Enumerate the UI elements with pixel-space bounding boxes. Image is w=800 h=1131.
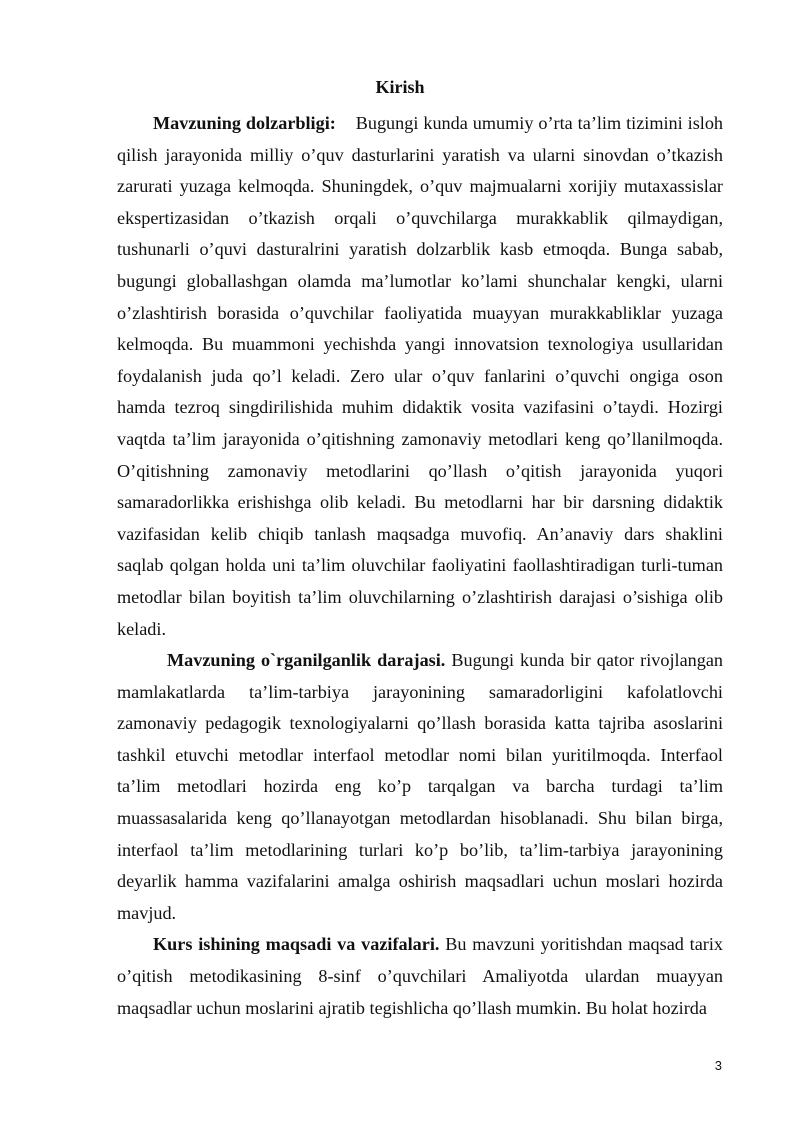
paragraph-text-goals: Bu mavzuni yoritishdan maqsad tarix o’qitish metodikasining 8-sinf o’quvchilari Amaliyotda ulardan muayyan maqsadlar uchun moslarini ajratib tegishlicha qo’llash mumkin. Bu holat hozirda (117, 934, 723, 1018)
paragraph-study-level (117, 645, 723, 929)
paragraph-relevance (117, 108, 723, 645)
paragraph-heading-study-level: Mavzuning o`rganilganlik darajasi. (167, 650, 446, 671)
page-title: Kirish (375, 77, 425, 97)
document-body (117, 108, 723, 1024)
paragraph-text-study-level: Bugungi kunda bir qator rivojlangan mamlakatlarda ta’lim-tarbiya jarayonining samaradorligini kafolatlovchi zamonaviy pedagogik texnologiyalarni qo’llash borasida katta tajriba asoslarini tashkil etuvchi metodlar interfaol metodlar nomi bilan yuritilmoqda. Interfaol ta’lim metodlari hozirda eng ko’p tarqalgan va barcha turdagi ta’lim muassasalarida keng qo’llanayotgan metodlardan hisoblanadi. Shu bilan birga, interfaol ta’lim metodlarining turlari ko’p bo’lib, ta’lim-tarbiya jarayonining deyarlik hamma vazifalarini amalga oshirish maqsadlari uchun moslari hozirda mavjud. (117, 650, 723, 923)
paragraph-heading-relevance: Mavzuning dolzarbligi: (153, 113, 336, 133)
paragraph-heading-goals: Kurs ishining maqsadi va vazifalari. (153, 934, 440, 955)
paragraph-goals (117, 929, 723, 1024)
page-number: 3 (714, 1058, 722, 1073)
paragraph-text-relevance: Bugungi kunda umumiy o’rta ta’lim tizimini isloh qilish jarayonida milliy o’quv dasturlarini yaratish va ularni sinovdan o’tkazish zarurati yuzaga kelmoqda. Shuningdek, o’quv majmualarni xorijiy mutaxassislar ekspertizasidan o’tkazish orqali o’quvchilarga murakkablik qilmaydigan, tushunarli o’quvi dasturalrini yaratish dolzarblik kasb etmoqda. Bunga sabab, bugungi globallashgan olamda ma’lumotlar ko’lami shunchalar kengki, ularni o’zlashtirish borasida o’quvchilar faoliyatida muayyan murakkabliklar yuzaga kelmoqda. Bu muammoni yechishda yangi innovatsion texnologiya usullaridan foydalanish juda qo’l keladi. Zero ular o’quv fanlarini o’quvchi ongiga oson hamda tezroq singdirilishida muhim didaktik vosita vazifasini o’taydi. Hozirgi vaqtda ta’lim jarayonida o’qitishning zamonaviy metodlari keng qo’llanilmoqda. O’qitishning zamonaviy metodlarini qo’llash o’qitish jarayonida yuqori samaradorlikka erishishga olib keladi. Bu metodlarni har bir darsning didaktik vazifasidan kelib chiqib tanlash maqsadga muvofiq. An’anaviy dars shaklini saqlab qolgan holda uni ta’lim oluvchilar faoliyatini faollashtiradigan turli-tuman metodlar bilan boyitish ta’lim oluvchilarning o’zlashtirish darajasi o’sishiga olib keladi. (117, 113, 724, 639)
